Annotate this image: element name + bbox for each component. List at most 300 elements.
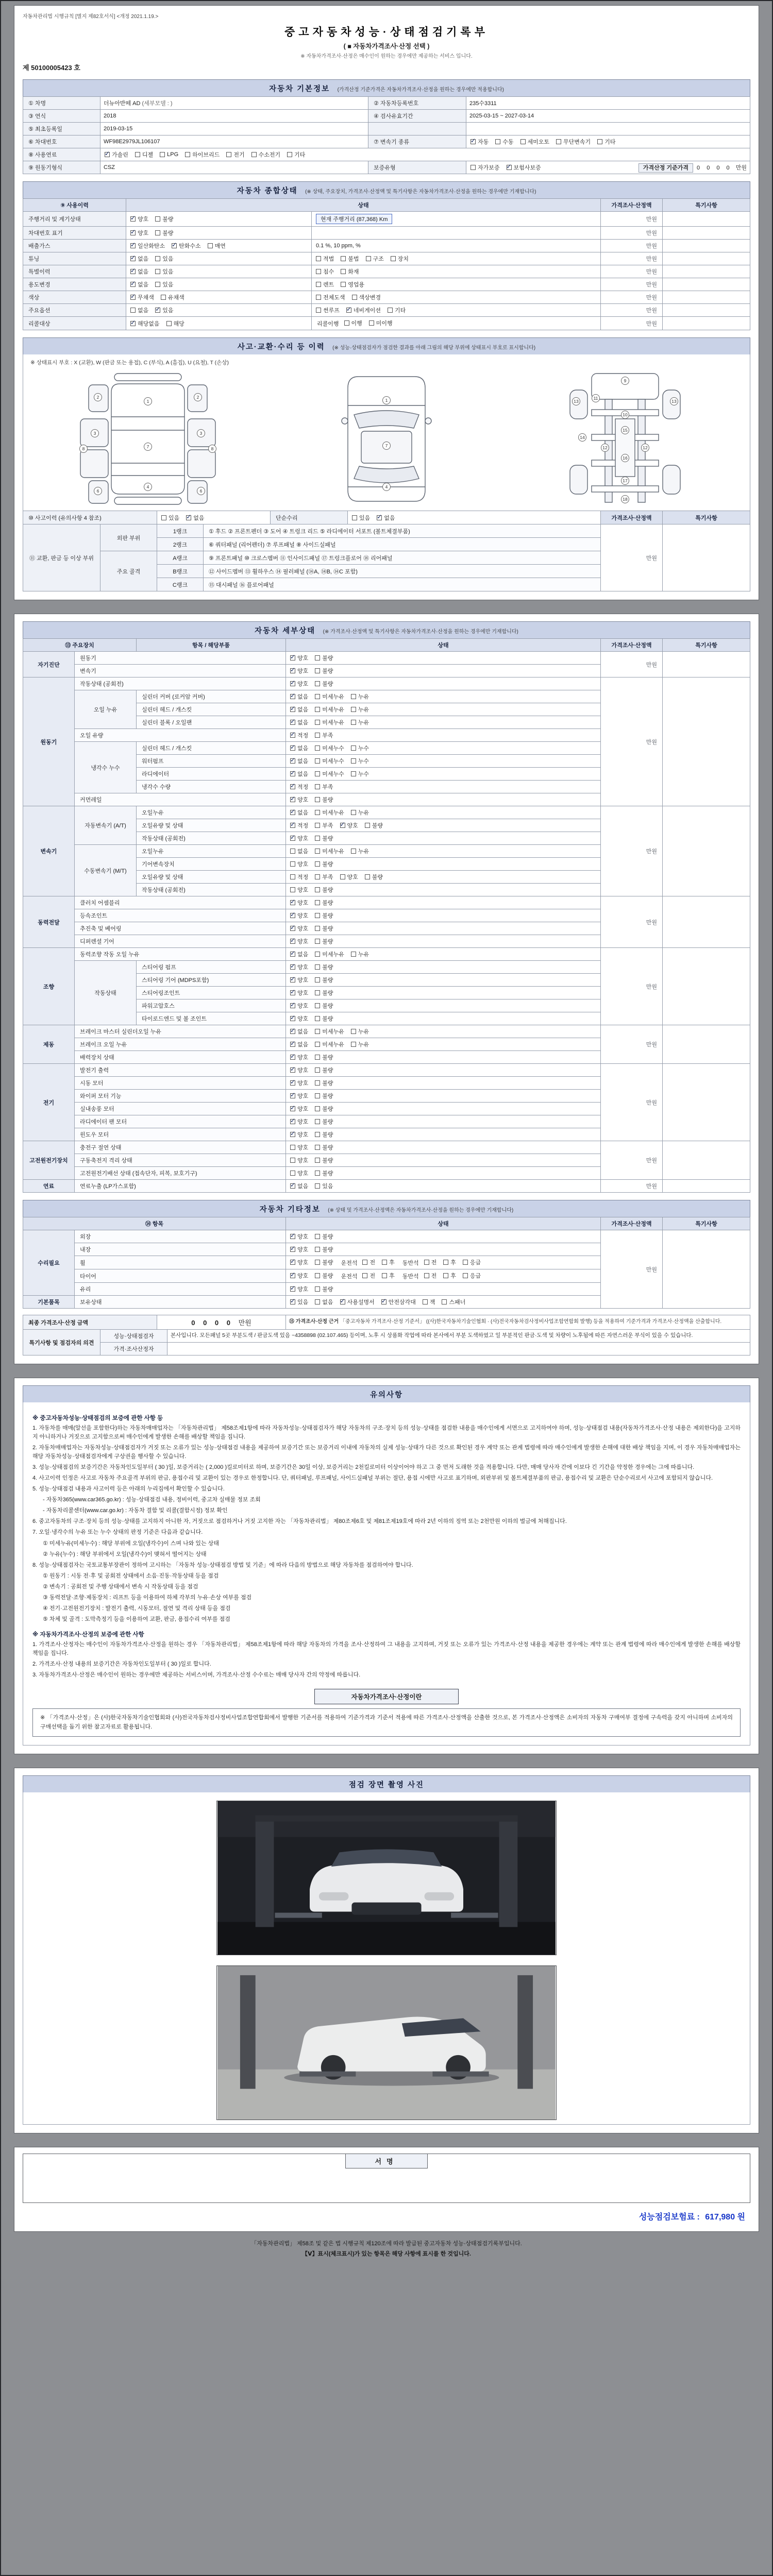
svg-text:4: 4 <box>146 484 149 489</box>
item-label: 실내송풍 모터 <box>75 1103 286 1115</box>
checkbox-없음[interactable]: ✓ 없음 <box>290 950 308 958</box>
checkbox-불량[interactable]: 불량 <box>315 860 333 868</box>
overall-row <box>23 252 750 265</box>
car-name-value: 더뉴아반떼 AD (세부모델 : ) <box>100 97 368 110</box>
checkbox-양호[interactable]: ✓ 양호 <box>290 924 308 933</box>
state-code-legend: ※ 상태표시 부호 : X (교환), W (판금 또는 용접), C (부식), A (흠집), U (요철), T (손상) <box>30 360 229 366</box>
inspection-value: 2025-03-15 ~ 2027-03-14 <box>466 110 750 123</box>
detail-col-device: ⑬ 주요장치 <box>23 639 137 652</box>
checkbox-화재[interactable]: 화재 <box>341 267 359 276</box>
checkbox-불량[interactable]: 불량 <box>315 899 333 907</box>
checkbox-양호[interactable]: 양호 <box>290 860 308 868</box>
checkbox-누유[interactable]: 누유 <box>351 847 369 855</box>
item-label: 워터펌프 <box>137 755 286 768</box>
checkbox-양호[interactable]: 양호 <box>290 1143 308 1151</box>
checkbox-불량[interactable]: 불량 <box>315 1117 333 1126</box>
checkbox-전기[interactable]: 전기 <box>226 150 244 159</box>
checkbox-양호[interactable]: 양호 <box>290 1156 308 1164</box>
checkbox-자동[interactable]: ✓ 자동 <box>470 138 489 146</box>
checkbox-없음[interactable]: ✓ 없음 <box>130 280 148 289</box>
checkbox-없음[interactable]: ✓ 없음 <box>130 255 148 263</box>
item-label: 오일누유 <box>137 806 286 819</box>
checkbox-누수[interactable]: 누수 <box>351 757 369 765</box>
checkbox-사용설명서[interactable]: ✓ 사용설명서 <box>340 1298 375 1306</box>
checkbox-기타[interactable]: 기타 <box>597 138 615 146</box>
checkbox-양호[interactable]: ✓ 양호 <box>290 1232 308 1241</box>
checkbox-누수[interactable]: 누수 <box>351 770 369 778</box>
state-checks <box>286 884 601 896</box>
svg-text:3: 3 <box>199 431 203 436</box>
state-checks <box>126 212 312 227</box>
document-number: 제 50100005423 호 <box>23 64 80 72</box>
price-survey-select[interactable]: ( ■ 자동차가격조사·산정 선택 ) <box>343 43 430 50</box>
row-label: 배출가스 <box>23 240 126 252</box>
checkbox-없음[interactable]: 없음 <box>315 1298 333 1306</box>
inline-label: 운전석 <box>341 1274 358 1280</box>
checkbox-없음[interactable]: ✓ 없음 <box>290 1027 308 1036</box>
checkbox-없음[interactable]: ✓ 없음 <box>290 718 308 726</box>
svg-text:10: 10 <box>623 412 628 417</box>
state-checks <box>286 665 601 677</box>
remark-cell <box>663 227 750 240</box>
checkbox-양호[interactable]: ✓ 양호 <box>290 1066 308 1074</box>
item-label: 연료누출 (LP가스포함) <box>75 1180 286 1193</box>
checkbox-전체도색[interactable]: 전체도색 <box>316 293 345 301</box>
checkbox-부족[interactable]: 부족 <box>315 783 333 791</box>
final-price-label: 최종 가격조사·산정 금액 <box>23 1315 157 1330</box>
checkbox-LPG[interactable]: LPG <box>160 151 178 158</box>
checkbox-전[interactable]: 전 <box>362 1272 375 1280</box>
checkbox-있음[interactable]: 있음 <box>161 514 179 522</box>
checkbox-부족[interactable]: 부족 <box>315 821 333 829</box>
checkbox-불량[interactable]: 불량 <box>315 1156 333 1164</box>
item-label: 휠 <box>75 1256 286 1269</box>
checkbox-불량[interactable]: 불량 <box>315 1130 333 1139</box>
device-group: 고전원전기장치 <box>23 1141 75 1180</box>
base-price-label: 가격산정 기준가격 <box>638 163 693 173</box>
notice-paragraph: ① 미세누유(미세누수) : 해당 부위에 오일(냉각수)이 스며 나와 있는 상태 <box>43 1540 219 1547</box>
svg-text:2: 2 <box>96 395 99 400</box>
price-cell: 만원 <box>601 896 663 948</box>
opinion-row-inspector <box>23 1330 750 1343</box>
svg-text:1: 1 <box>146 399 149 404</box>
item-label: 커먼레일 <box>75 793 286 806</box>
checkbox-불량[interactable]: 불량 <box>315 976 333 984</box>
price-survey-definition-title: 자동차가격조사·산정이란 <box>314 1689 459 1704</box>
checkbox-침수[interactable]: 침수 <box>316 267 334 276</box>
checkbox-수동[interactable]: 수동 <box>495 138 513 146</box>
checkbox-미세누수[interactable]: 미세누수 <box>315 770 344 778</box>
checkbox-매연[interactable]: 매연 <box>208 242 226 250</box>
checkbox-없음[interactable]: ✓ 없음 <box>377 514 395 522</box>
svg-text:4: 4 <box>385 484 388 489</box>
checkbox-보험사보증[interactable]: ✓ 보험사보증 <box>507 163 541 172</box>
checkbox-누유[interactable]: 누유 <box>351 718 369 726</box>
checkbox-있음[interactable]: 있음 <box>155 280 173 289</box>
checkbox-있음[interactable]: 있음 <box>352 514 370 522</box>
section-overall-title: 자동차 종합상태 <box>237 187 298 195</box>
inline-label: 운전석 <box>341 1260 358 1266</box>
exchange-remark <box>663 524 750 591</box>
checkbox-미세누수[interactable]: 미세누수 <box>315 757 344 765</box>
state-checks <box>286 1025 601 1038</box>
checkbox-불량[interactable]: 불량 <box>315 1258 333 1266</box>
checkbox-렌트[interactable]: 렌트 <box>316 280 334 289</box>
checkbox-미세누유[interactable]: 미세누유 <box>315 1040 344 1048</box>
checkbox-영업용[interactable]: 영업용 <box>341 280 364 289</box>
checkbox-있음[interactable]: 있음 <box>315 1182 333 1190</box>
detail-header-row <box>23 639 750 652</box>
checkbox-응급[interactable]: 응급 <box>463 1258 481 1266</box>
remark-cell <box>663 252 750 265</box>
page-title: 중고자동차성능·상태점검기록부 <box>284 26 489 38</box>
checkbox-하이브리드[interactable]: 하이브리드 <box>185 150 220 159</box>
checkbox-없음[interactable]: ✓ 없음 <box>290 744 308 752</box>
overall-col-remark: 특기사항 <box>663 199 750 212</box>
checkbox-누유[interactable]: 누유 <box>351 1027 369 1036</box>
state-checks <box>286 909 601 922</box>
notice-paragraph: ④ 전기·고전원전기장치 : 발전기 출력, 시동모터, 절연 및 격리 상태 등을 점검 <box>43 1605 231 1612</box>
checkbox-양호[interactable]: 양호 <box>290 1169 308 1177</box>
checkbox-불량[interactable]: 불량 <box>315 963 333 971</box>
device-subgroup: 냉각수 누수 <box>75 742 137 793</box>
item-label: 오일 유량 <box>75 729 286 742</box>
checkbox-기타[interactable]: 기타 <box>388 306 406 314</box>
checkbox-불량[interactable]: 불량 <box>315 989 333 997</box>
section-basic-info <box>23 79 750 96</box>
checkbox-후[interactable]: 후 <box>443 1258 456 1266</box>
checkbox-불량[interactable]: 불량 <box>315 1232 333 1241</box>
item-label: 변속기 <box>75 665 286 677</box>
state-extra <box>312 278 601 291</box>
state-checks <box>286 1128 601 1141</box>
item-label: 브레이크 오일 누유 <box>75 1038 286 1051</box>
state-checks <box>286 1230 601 1243</box>
price-cell: 만원 <box>601 1064 663 1141</box>
checkbox-불량[interactable]: 불량 <box>365 873 383 881</box>
device-group: 동력전달 <box>23 896 75 948</box>
checkbox-양호[interactable]: ✓ 양호 <box>290 1105 308 1113</box>
state-checks <box>286 832 601 845</box>
state-checks <box>126 265 312 278</box>
checkbox-양호[interactable]: ✓ 양호 <box>290 899 308 907</box>
checkbox-양호[interactable]: ✓ 양호 <box>290 1117 308 1126</box>
checkbox-없음[interactable]: 없음 <box>290 847 308 855</box>
device-subgroup: 수동변속기 (M/T) <box>75 845 137 896</box>
checkbox-불량[interactable]: 불량 <box>315 1169 333 1177</box>
svg-text:11: 11 <box>593 396 598 401</box>
detail-table <box>23 638 750 1193</box>
device-subgroup: 오일 누유 <box>75 690 137 729</box>
state-checks <box>126 252 312 265</box>
checkbox-불량[interactable]: 불량 <box>315 1053 333 1061</box>
state-extra <box>312 212 601 227</box>
svg-text:7: 7 <box>146 444 149 449</box>
checkbox-누유[interactable]: 누유 <box>351 692 369 701</box>
state-checks <box>286 793 601 806</box>
checkbox-누유[interactable]: 누유 <box>351 1040 369 1048</box>
checkbox-미세누유[interactable]: 미세누유 <box>315 705 344 714</box>
checkbox-해당[interactable]: 해당 <box>166 319 184 328</box>
item-label: 실린더 블록 / 오일팬 <box>137 716 286 729</box>
checkbox-적정[interactable]: 적정 <box>290 873 308 881</box>
checkbox-불량[interactable]: 불량 <box>315 1014 333 1023</box>
checkbox-미세누수[interactable]: 미세누수 <box>315 744 344 752</box>
rank-parts: ⑨ 프론트패널 ⑩ 크로스멤버 ⑪ 인사이드패널 ⑰ 트렁크플로어 ⑱ 리어패널 <box>204 551 601 565</box>
checkbox-장치[interactable]: 장치 <box>391 255 409 263</box>
state-checks <box>286 935 601 948</box>
notice-paragraph: 2. 자동차매매업자는 자동차성능·상태점검자가 거짓 또는 오류가 있는 성능·상태점검 내용을 제공하여 보증기간 또는 보증거리 이내에 자동차의 실제 성능·상태가 다른 것으로 확인된 경우 계약 또는 관계 법령에 따라 매수인에게 발생한 손해에 대한 배상 책임을 지며, 이 경우 자동차매매업자는 해당 자동차성능·상태점검자에게 구상권을 행사할 수 있습니다. <box>32 1445 741 1460</box>
checkbox-미세누유[interactable]: 미세누유 <box>315 808 344 817</box>
checkbox-불량[interactable]: 불량 <box>315 886 333 894</box>
checkbox-후[interactable]: 후 <box>382 1272 395 1280</box>
checkbox-후[interactable]: 후 <box>382 1258 395 1266</box>
item-label: 브레이크 마스터 실린더오일 누유 <box>75 1025 286 1038</box>
checkbox-양호[interactable]: ✓ 양호 <box>290 795 308 804</box>
state-checks <box>286 1064 601 1077</box>
price-cell: 만원 <box>601 677 663 806</box>
checkbox-구조[interactable]: 구조 <box>366 255 384 263</box>
checkbox-수소전기[interactable]: 수소전기 <box>251 150 281 159</box>
checkbox-부족[interactable]: 부족 <box>315 873 333 881</box>
detail-col-remark: 특기사항 <box>663 639 750 652</box>
checkbox-양호[interactable]: ✓ 양호 <box>290 1258 308 1266</box>
warranty-checks <box>470 165 548 172</box>
checkbox-적법[interactable]: 적법 <box>316 255 334 263</box>
checkbox-디젤[interactable]: 디젤 <box>135 150 153 159</box>
checkbox-양호[interactable]: ✓ 양호 <box>290 1285 308 1293</box>
checkbox-불량[interactable]: 불량 <box>315 1105 333 1113</box>
checkbox-양호[interactable]: ✓ 양호 <box>290 680 308 688</box>
checkbox-누유[interactable]: 누유 <box>351 705 369 714</box>
checkbox-불량[interactable]: 불량 <box>315 911 333 920</box>
checkbox-색상변경[interactable]: 색상변경 <box>352 293 381 301</box>
item-label: 타이로드엔드 및 볼 조인트 <box>137 1012 286 1025</box>
checkbox-양호[interactable]: ✓ 양호 <box>290 937 308 945</box>
accident-remark-head: 특기사항 <box>663 511 750 524</box>
basic-row-vin <box>23 135 750 148</box>
final-price-row <box>23 1315 750 1330</box>
checkbox-양호[interactable]: ✓ 양호 <box>290 989 308 997</box>
checkbox-양호[interactable]: ✓ 양호 <box>290 976 308 984</box>
checkbox-스패너[interactable]: 스패너 <box>442 1298 465 1306</box>
checkbox-있음[interactable]: ✓ 있음 <box>155 306 173 314</box>
checkbox-미세누유[interactable]: 미세누유 <box>315 847 344 855</box>
checkbox-불량[interactable]: 불량 <box>315 924 333 933</box>
checkbox-불량[interactable]: 불량 <box>315 795 333 804</box>
checkbox-없음[interactable]: ✓ 없음 <box>290 705 308 714</box>
checkbox-있음[interactable]: 있음 <box>155 255 173 263</box>
checkbox-불량[interactable]: 불량 <box>315 937 333 945</box>
checkbox-불량[interactable]: 불량 <box>315 1066 333 1074</box>
checkbox-기타[interactable]: 기타 <box>287 150 305 159</box>
checkbox-양호[interactable]: ✓ 양호 <box>290 1245 308 1253</box>
checkbox-응급[interactable]: 응급 <box>463 1272 481 1280</box>
checkbox-불량[interactable]: 불량 <box>315 1143 333 1151</box>
fuel-options <box>100 148 750 161</box>
price-cell: 만원 <box>601 212 663 227</box>
checkbox-무채색[interactable]: ✓ 무채색 <box>130 293 154 301</box>
checkbox-양호[interactable]: 양호 <box>290 886 308 894</box>
checkbox-무단변속기[interactable]: 무단변속기 <box>556 138 591 146</box>
item-label: 원동기 <box>75 652 286 665</box>
checkbox-전[interactable]: 전 <box>424 1258 437 1266</box>
checkbox-있음[interactable]: 있음 <box>155 267 173 276</box>
checkbox-없음[interactable]: ✓ 없음 <box>290 757 308 765</box>
svg-text:2: 2 <box>196 395 199 400</box>
overall-row <box>23 227 750 240</box>
remark-cell <box>663 806 750 896</box>
checkbox-적정[interactable]: ✓ 적정 <box>290 731 308 739</box>
item-label: 외장 <box>75 1230 286 1243</box>
inspection-photo-rear-lift <box>216 1965 557 2120</box>
state-extra-text: 현재 주행거리 (87,368) Km <box>316 214 392 224</box>
checkbox-미이행[interactable]: 미이행 <box>369 319 393 327</box>
state-checks <box>126 278 312 291</box>
checkbox-불량[interactable]: 불량 <box>315 834 333 842</box>
checkbox-후[interactable]: 후 <box>443 1272 456 1280</box>
section-etc <box>23 1200 750 1217</box>
overall-row <box>23 240 750 252</box>
svg-text:13: 13 <box>671 399 677 404</box>
remark-cell <box>663 240 750 252</box>
checkbox-없음[interactable]: ✓ 없음 <box>290 1040 308 1048</box>
checkbox-세미오토[interactable]: 세미오토 <box>520 138 550 146</box>
svg-text:12: 12 <box>602 445 608 450</box>
overall-row <box>23 317 750 330</box>
checkbox-양호[interactable]: ✓ 양호 <box>290 911 308 920</box>
item-label: 실린더 헤드 / 개스킷 <box>137 703 286 716</box>
state-checks <box>286 781 601 793</box>
checkbox-불량[interactable]: 불량 <box>155 229 173 237</box>
notice-paragraph: - 자동차리콜센터(www.car.go.kr) : 자동차 결함 및 리콜(결함시정) 정보 확인 <box>43 1507 228 1514</box>
state-checks <box>286 896 601 909</box>
checkbox-불량[interactable]: 불량 <box>315 1092 333 1100</box>
etc-col-state: 상태 <box>286 1217 601 1230</box>
checkbox-네비게이션[interactable]: ✓ 네비게이션 <box>346 306 381 314</box>
checkbox-불량[interactable]: 불량 <box>315 1002 333 1010</box>
checkbox-양호[interactable]: ✓ 양호 <box>290 963 308 971</box>
item-label: 디퍼렌셜 기어 <box>75 935 286 948</box>
state-checks <box>286 858 601 871</box>
checkbox-양호[interactable]: ✓ 양호 <box>290 654 308 662</box>
checkbox-불량[interactable]: 불량 <box>315 1285 333 1293</box>
checkbox-양호[interactable]: ✓ 양호 <box>340 821 358 829</box>
signature-area[interactable] <box>23 2168 750 2193</box>
checkbox-양호[interactable]: ✓ 양호 <box>290 1002 308 1010</box>
checkbox-양호[interactable]: ✓ 양호 <box>130 215 148 223</box>
checkbox-적정[interactable]: ✓ 적정 <box>290 783 308 791</box>
state-extra <box>312 304 601 317</box>
device-group: 전기 <box>23 1064 75 1141</box>
checkbox-부족[interactable]: 부족 <box>315 731 333 739</box>
checkbox-있음[interactable]: ✓ 있음 <box>290 1298 308 1306</box>
checkbox-이행[interactable]: 이행 <box>344 319 362 327</box>
checkbox-해당없음[interactable]: ✓ 해당없음 <box>130 319 160 328</box>
checkbox-미세누유[interactable]: 미세누유 <box>315 950 344 958</box>
checkbox-미세누유[interactable]: 미세누유 <box>315 1027 344 1036</box>
checkbox-썬루프[interactable]: 썬루프 <box>316 306 340 314</box>
checkbox-양호[interactable]: ✓ 양호 <box>290 1079 308 1087</box>
checkbox-불량[interactable]: 불량 <box>315 1079 333 1087</box>
rank-label: 1랭크 <box>157 524 204 538</box>
checkbox-불량[interactable]: 불량 <box>315 1272 333 1280</box>
car-diagram-roof <box>276 369 497 509</box>
checkbox-불량[interactable]: 불량 <box>315 654 333 662</box>
checkbox-양호[interactable]: ✓ 양호 <box>290 1092 308 1100</box>
checkbox-양호[interactable]: ✓ 양호 <box>290 834 308 842</box>
checkbox-일산화탄소[interactable]: ✓ 일산화탄소 <box>130 242 165 250</box>
checkbox-미세누유[interactable]: 미세누유 <box>315 692 344 701</box>
exchange-price: 만원 <box>601 524 663 591</box>
checkbox-누수[interactable]: 누수 <box>351 744 369 752</box>
checkbox-잭[interactable]: 잭 <box>423 1298 435 1306</box>
checkbox-미세누유[interactable]: 미세누유 <box>315 718 344 726</box>
simple-repair-label: 단순수리 <box>271 511 348 524</box>
item-label: 와이퍼 모터 기능 <box>75 1090 286 1103</box>
checkbox-양호[interactable]: ✓ 양호 <box>290 1014 308 1023</box>
price-cell: 만원 <box>601 1230 663 1309</box>
engine-type-label: ⑨ 원동기형식 <box>23 161 100 174</box>
checkbox-탄화수소[interactable]: ✓ 탄화수소 <box>172 242 201 250</box>
checkbox-없음[interactable]: ✓ 없음 <box>290 770 308 778</box>
checkbox-불량[interactable]: 불량 <box>315 667 333 675</box>
checkbox-전[interactable]: 전 <box>362 1258 375 1266</box>
state-checks <box>286 999 601 1012</box>
checkbox-가솔린[interactable]: ✓ 가솔린 <box>105 150 128 159</box>
remark-cell <box>663 1180 750 1193</box>
overall-table <box>23 198 750 330</box>
item-label: 배력장치 상태 <box>75 1051 286 1064</box>
state-checks <box>286 1154 601 1167</box>
checkbox-불법[interactable]: 불법 <box>341 255 359 263</box>
overall-col-use: ⑨ 사용이력 <box>23 199 126 212</box>
checkbox-없음[interactable]: ✓ 없음 <box>290 692 308 701</box>
checkbox-없음[interactable]: ✓ 없음 <box>186 514 204 522</box>
checkbox-양호[interactable]: ✓ 양호 <box>290 1053 308 1061</box>
checkbox-불량[interactable]: 불량 <box>155 215 173 223</box>
checkbox-양호[interactable]: ✓ 양호 <box>290 667 308 675</box>
checkbox-없음[interactable]: ✓ 없음 <box>130 267 148 276</box>
overall-col-state: 상태 <box>126 199 601 212</box>
section-overall-note: (※ 상태, 주요장치, 가격조사·산정액 및 특기사항은 자동차가격조사·산정을 원하는 경우에만 기재합니다) <box>305 189 536 195</box>
checkbox-자가보증[interactable]: 자가보증 <box>470 163 500 172</box>
checkbox-누유[interactable]: 누유 <box>351 950 369 958</box>
state-checks <box>126 240 312 252</box>
checkbox-없음[interactable]: ✓ 없음 <box>290 1182 308 1190</box>
item-label: 추진축 및 베어링 <box>75 922 286 935</box>
checkbox-양호[interactable]: ✓ 양호 <box>130 229 148 237</box>
remark-cell <box>663 304 750 317</box>
item-label: 스티어링 기어 (MDPS포함) <box>137 974 286 987</box>
checkbox-적정[interactable]: ✓ 적정 <box>290 821 308 829</box>
checkbox-양호[interactable]: ✓ 양호 <box>290 1130 308 1139</box>
checkbox-안전삼각대[interactable]: ✓ 안전삼각대 <box>381 1298 416 1306</box>
checkbox-불량[interactable]: 불량 <box>365 821 383 829</box>
checkbox-없음[interactable]: ✓ 없음 <box>290 808 308 817</box>
checkbox-전[interactable]: 전 <box>424 1272 437 1280</box>
checkbox-누유[interactable]: 누유 <box>351 808 369 817</box>
checkbox-불량[interactable]: 불량 <box>315 680 333 688</box>
checkbox-양호[interactable]: 양호 <box>340 873 358 881</box>
inline-label: 리콜이행 <box>317 321 339 327</box>
page-footer <box>14 2239 759 2258</box>
checkbox-없음[interactable]: 없음 <box>130 306 148 314</box>
checkbox-불량[interactable]: 불량 <box>315 1245 333 1253</box>
basic-info-table <box>23 96 750 174</box>
checkbox-유채색[interactable]: 유채색 <box>161 293 184 301</box>
checkbox-양호[interactable]: ✓ 양호 <box>290 1272 308 1280</box>
